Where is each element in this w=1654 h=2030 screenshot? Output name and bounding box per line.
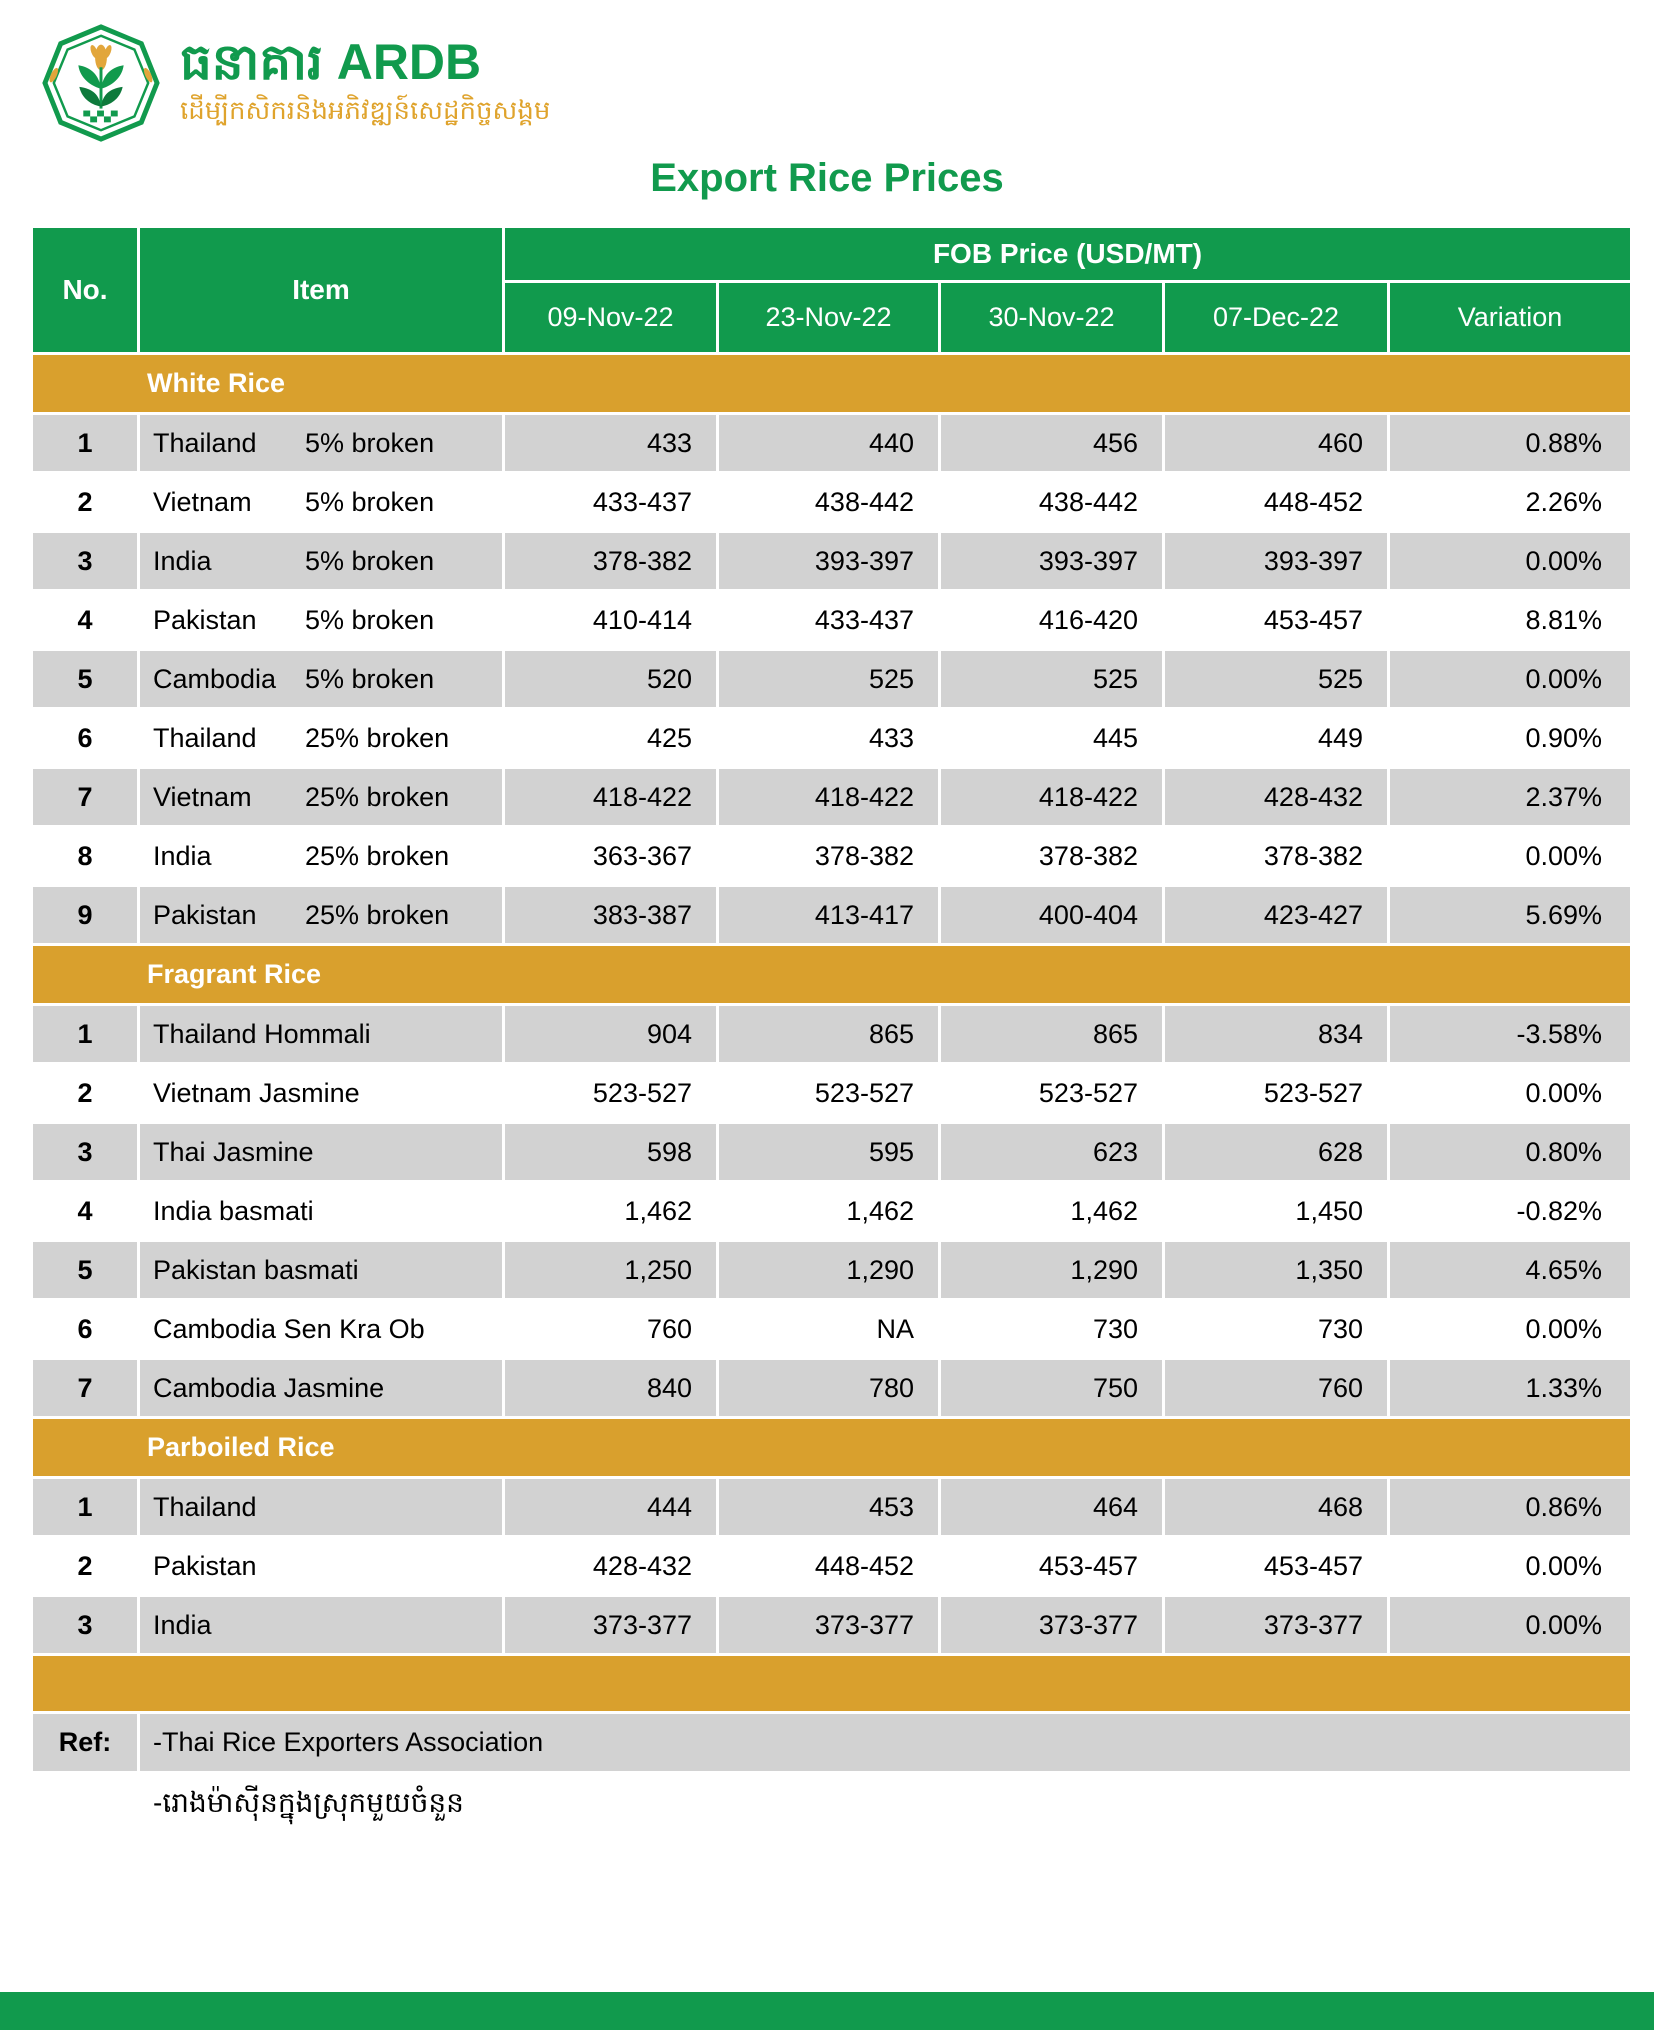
price-cell: 444: [504, 1478, 718, 1537]
row-number: 8: [32, 827, 139, 886]
item-cell: [139, 532, 504, 591]
variation-cell: 1.33%: [1389, 1359, 1632, 1418]
price-cell: 393-397: [1164, 532, 1389, 591]
price-cell: 433-437: [504, 473, 718, 532]
logo-text: [180, 35, 550, 132]
item-name: Cambodia Sen Kra Ob: [153, 1313, 425, 1344]
variation-cell: 0.80%: [1389, 1123, 1632, 1182]
price-cell: 448-452: [1164, 473, 1389, 532]
price-cell: 1,250: [504, 1241, 718, 1300]
variation-cell: 5.69%: [1389, 886, 1632, 945]
price-cell: 730: [940, 1300, 1164, 1359]
price-cell: 1,462: [504, 1182, 718, 1241]
price-cell: 400-404: [940, 886, 1164, 945]
table-row: [32, 886, 1632, 945]
item-country: Vietnam: [153, 486, 252, 517]
row-number: 6: [32, 709, 139, 768]
price-cell: 373-377: [504, 1596, 718, 1655]
price-cell: 750: [940, 1359, 1164, 1418]
table-row: [32, 532, 1632, 591]
item-cell: [139, 414, 504, 473]
reference-row: [32, 1713, 1632, 1773]
price-cell: 468: [1164, 1478, 1389, 1537]
table-row: [32, 414, 1632, 473]
variation-cell: 4.65%: [1389, 1241, 1632, 1300]
price-cell: 730: [1164, 1300, 1389, 1359]
variation-cell: 0.86%: [1389, 1478, 1632, 1537]
col-header-variation: Variation: [1389, 282, 1632, 354]
variation-cell: 0.00%: [1389, 532, 1632, 591]
item-cell: [139, 1478, 504, 1537]
table-row: [32, 650, 1632, 709]
price-cell: 418-422: [718, 768, 940, 827]
price-cell: 1,290: [940, 1241, 1164, 1300]
price-cell: 378-382: [1164, 827, 1389, 886]
item-cell: [139, 1596, 504, 1655]
section-title: White Rice: [32, 354, 1632, 414]
price-cell: 1,290: [718, 1241, 940, 1300]
price-cell: 383-387: [504, 886, 718, 945]
table-row: [32, 1005, 1632, 1064]
price-cell: 448-452: [718, 1537, 940, 1596]
price-cell: 523-527: [504, 1064, 718, 1123]
price-cell: 525: [718, 650, 940, 709]
item-grade: 25% broken: [305, 722, 450, 753]
price-cell: 464: [940, 1478, 1164, 1537]
price-cell: 1,462: [940, 1182, 1164, 1241]
price-cell: 393-397: [718, 532, 940, 591]
table-row: [32, 827, 1632, 886]
item-cell: [139, 1241, 504, 1300]
section-title: Parboiled Rice: [32, 1418, 1632, 1478]
price-cell: 433: [504, 414, 718, 473]
table-row: [32, 473, 1632, 532]
variation-cell: 0.90%: [1389, 709, 1632, 768]
item-name: Thai Jasmine: [153, 1136, 314, 1167]
price-cell: 453-457: [1164, 591, 1389, 650]
variation-cell: 0.00%: [1389, 1064, 1632, 1123]
col-header-date: 07-Dec-22: [1164, 282, 1389, 354]
price-cell: 418-422: [940, 768, 1164, 827]
variation-cell: 0.00%: [1389, 1300, 1632, 1359]
price-cell: 438-442: [940, 473, 1164, 532]
item-name: India: [153, 1609, 212, 1640]
row-number: 2: [32, 1064, 139, 1123]
note-khmer-text: -រោងម៉ាស៊ីនក្នុងស្រុកមួយចំនួន: [139, 1773, 1632, 1839]
item-grade: 5% broken: [305, 604, 435, 635]
price-cell: 904: [504, 1005, 718, 1064]
row-number: 1: [32, 1005, 139, 1064]
price-cell: 628: [1164, 1123, 1389, 1182]
item-country: Vietnam: [153, 781, 252, 812]
item-country: India: [153, 545, 212, 576]
row-number: 5: [32, 1241, 139, 1300]
table-row: [32, 1478, 1632, 1537]
price-cell: 780: [718, 1359, 940, 1418]
item-cell: [139, 1300, 504, 1359]
price-cell: 523-527: [940, 1064, 1164, 1123]
price-cell: 428-432: [504, 1537, 718, 1596]
brand-slogan: ដើម្បីកសិករនិងអភិវឌ្ឍន៍សេដ្ឋកិច្ចសង្គម: [180, 94, 551, 125]
ardb-logo-icon: [42, 24, 160, 142]
price-cell: 520: [504, 650, 718, 709]
section-row: [32, 945, 1632, 1005]
price-cell: 525: [1164, 650, 1389, 709]
col-header-date: 30-Nov-22: [940, 282, 1164, 354]
item-cell: [139, 591, 504, 650]
price-cell: 413-417: [718, 886, 940, 945]
row-number: 3: [32, 1123, 139, 1182]
row-number: 1: [32, 1478, 139, 1537]
price-cell: 378-382: [940, 827, 1164, 886]
item-country: Pakistan: [153, 604, 257, 635]
section-title: Fragrant Rice: [32, 945, 1632, 1005]
table-row: [32, 709, 1632, 768]
rice-price-table: [30, 225, 1633, 1840]
item-cell: [139, 650, 504, 709]
item-country: India: [153, 840, 212, 871]
col-header-fob: FOB Price (USD/MT): [504, 227, 1632, 282]
item-cell: [139, 1537, 504, 1596]
item-name: Thailand Hommali: [153, 1018, 371, 1049]
table-row: [32, 1182, 1632, 1241]
price-cell: 428-432: [1164, 768, 1389, 827]
variation-cell: 8.81%: [1389, 591, 1632, 650]
item-cell: [139, 1005, 504, 1064]
item-cell: [139, 1182, 504, 1241]
price-cell: 1,462: [718, 1182, 940, 1241]
row-number: 9: [32, 886, 139, 945]
row-number: 5: [32, 650, 139, 709]
price-cell: 373-377: [940, 1596, 1164, 1655]
price-cell: 373-377: [1164, 1596, 1389, 1655]
note-spacer: [32, 1773, 139, 1839]
item-grade: 5% broken: [305, 545, 435, 576]
table-row: [32, 1241, 1632, 1300]
variation-cell: 2.37%: [1389, 768, 1632, 827]
price-cell: 410-414: [504, 591, 718, 650]
price-cell: 416-420: [940, 591, 1164, 650]
table-row: [32, 1123, 1632, 1182]
table-row: [32, 591, 1632, 650]
price-cell: 623: [940, 1123, 1164, 1182]
brand-name: ធនាគារ ARDB: [180, 33, 482, 90]
item-grade: 5% broken: [305, 486, 435, 517]
item-country: Pakistan: [153, 899, 257, 930]
variation-cell: -3.58%: [1389, 1005, 1632, 1064]
item-name: India basmati: [153, 1195, 314, 1226]
section-row: [32, 354, 1632, 414]
table-row: [32, 1596, 1632, 1655]
item-name: Cambodia Jasmine: [153, 1372, 385, 1403]
row-number: 7: [32, 1359, 139, 1418]
row-number: 1: [32, 414, 139, 473]
item-grade: 25% broken: [305, 781, 450, 812]
price-cell: 438-442: [718, 473, 940, 532]
price-cell: 445: [940, 709, 1164, 768]
row-number: 3: [32, 532, 139, 591]
price-cell: 373-377: [718, 1596, 940, 1655]
price-cell: 453-457: [1164, 1537, 1389, 1596]
price-cell: 433: [718, 709, 940, 768]
reference-text: -Thai Rice Exporters Association: [139, 1713, 1632, 1773]
item-country: Thailand: [153, 427, 257, 458]
row-number: 4: [32, 591, 139, 650]
price-cell: 363-367: [504, 827, 718, 886]
price-cell: 525: [940, 650, 1164, 709]
price-cell: NA: [718, 1300, 940, 1359]
price-cell: 453-457: [940, 1537, 1164, 1596]
variation-cell: 0.00%: [1389, 1537, 1632, 1596]
item-grade: 5% broken: [305, 663, 435, 694]
price-cell: 840: [504, 1359, 718, 1418]
price-cell: 865: [718, 1005, 940, 1064]
page-title: Export Rice Prices: [650, 156, 1004, 200]
price-cell: 1,450: [1164, 1182, 1389, 1241]
price-cell: 453: [718, 1478, 940, 1537]
variation-cell: 0.00%: [1389, 827, 1632, 886]
note-row: [32, 1773, 1632, 1839]
spacer-row: [32, 1655, 1632, 1713]
price-cell: 456: [940, 414, 1164, 473]
price-cell: 523-527: [1164, 1064, 1389, 1123]
price-cell: 418-422: [504, 768, 718, 827]
item-cell: [139, 827, 504, 886]
row-number: 3: [32, 1596, 139, 1655]
spacer-cell: [32, 1655, 1632, 1713]
price-cell: 834: [1164, 1005, 1389, 1064]
price-cell: 393-397: [940, 532, 1164, 591]
table-row: [32, 1537, 1632, 1596]
price-cell: 865: [940, 1005, 1164, 1064]
table-row: [32, 1300, 1632, 1359]
price-cell: 449: [1164, 709, 1389, 768]
item-name: Pakistan: [153, 1550, 257, 1581]
row-number: 6: [32, 1300, 139, 1359]
variation-cell: 2.26%: [1389, 473, 1632, 532]
item-cell: [139, 768, 504, 827]
row-number: 2: [32, 1537, 139, 1596]
item-name: Thailand: [153, 1491, 257, 1522]
item-country: Cambodia: [153, 663, 277, 694]
price-cell: 423-427: [1164, 886, 1389, 945]
col-header-no: No.: [32, 227, 139, 354]
price-cell: 433-437: [718, 591, 940, 650]
item-grade: 25% broken: [305, 840, 450, 871]
price-cell: 378-382: [718, 827, 940, 886]
price-cell: 460: [1164, 414, 1389, 473]
col-header-item: Item: [139, 227, 504, 354]
item-name: Vietnam Jasmine: [153, 1077, 360, 1108]
item-cell: [139, 1123, 504, 1182]
item-cell: [139, 473, 504, 532]
variation-cell: 0.88%: [1389, 414, 1632, 473]
price-cell: 760: [504, 1300, 718, 1359]
col-header-date: 09-Nov-22: [504, 282, 718, 354]
reference-label: Ref:: [32, 1713, 139, 1773]
row-number: 4: [32, 1182, 139, 1241]
col-header-date: 23-Nov-22: [718, 282, 940, 354]
row-number: 2: [32, 473, 139, 532]
header: [0, 0, 1654, 142]
price-cell: 440: [718, 414, 940, 473]
price-cell: 760: [1164, 1359, 1389, 1418]
price-cell: 595: [718, 1123, 940, 1182]
item-name: Pakistan basmati: [153, 1254, 359, 1285]
price-cell: 425: [504, 709, 718, 768]
item-cell: [139, 1064, 504, 1123]
item-grade: 5% broken: [305, 427, 435, 458]
price-cell: 1,350: [1164, 1241, 1389, 1300]
section-row: [32, 1418, 1632, 1478]
item-cell: [139, 886, 504, 945]
item-cell: [139, 709, 504, 768]
table-row: [32, 1064, 1632, 1123]
price-cell: 378-382: [504, 532, 718, 591]
price-cell: 523-527: [718, 1064, 940, 1123]
variation-cell: -0.82%: [1389, 1182, 1632, 1241]
price-cell: 598: [504, 1123, 718, 1182]
footer-bar: [0, 1992, 1654, 2030]
variation-cell: 0.00%: [1389, 1596, 1632, 1655]
item-grade: 25% broken: [305, 899, 450, 930]
variation-cell: 0.00%: [1389, 650, 1632, 709]
item-cell: [139, 1359, 504, 1418]
row-number: 7: [32, 768, 139, 827]
table-row: [32, 1359, 1632, 1418]
table-row: [32, 768, 1632, 827]
item-country: Thailand: [153, 722, 257, 753]
